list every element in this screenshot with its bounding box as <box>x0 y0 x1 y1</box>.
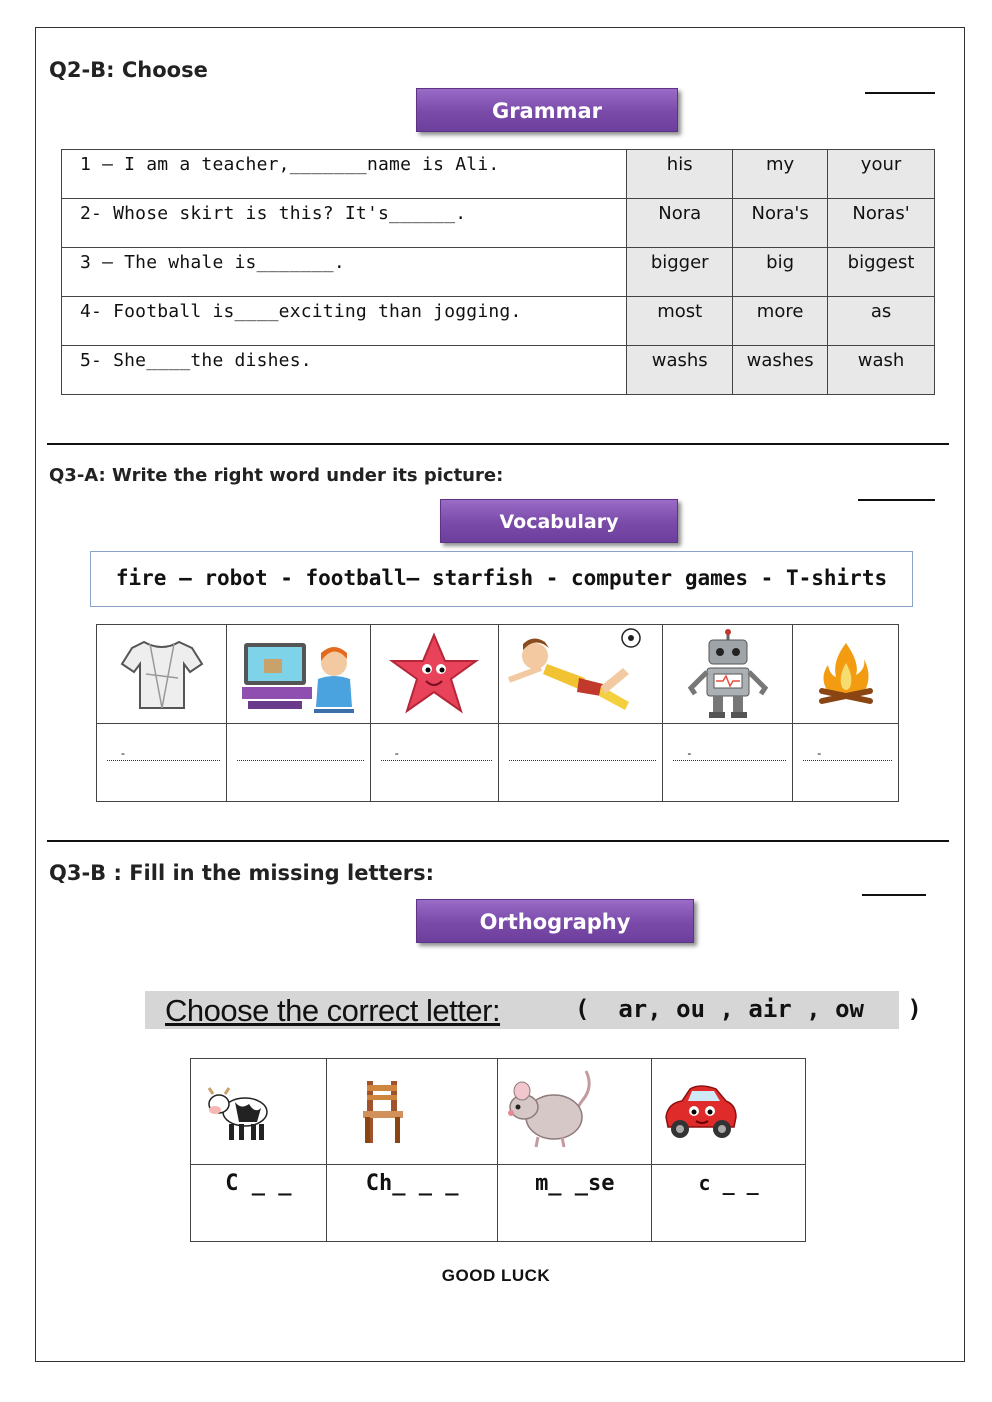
option[interactable]: wash <box>828 346 935 395</box>
dotted-line <box>803 760 892 761</box>
q2b-title: Q2-B: Choose <box>49 58 208 82</box>
table-row <box>62 297 935 346</box>
vocabulary-picture-table <box>96 624 899 802</box>
robot-icon <box>663 625 793 724</box>
grammar-table <box>61 149 935 395</box>
question: 4- Football is____exciting than jogging. <box>62 297 627 346</box>
missing-letters-word[interactable]: m_ _se <box>498 1165 652 1242</box>
option[interactable]: big <box>733 248 828 297</box>
computer-games-icon <box>226 625 370 724</box>
option[interactable]: your <box>828 150 935 199</box>
dotted-line <box>381 760 492 761</box>
football-icon <box>498 625 663 724</box>
option[interactable]: Nora's <box>733 199 828 248</box>
question: 2- Whose skirt is this? It's______. <box>62 199 627 248</box>
option[interactable]: most <box>627 297 733 346</box>
q3a-title: Q3-A: Write the right word under its picture: <box>49 465 504 486</box>
answer-blank[interactable] <box>226 724 370 802</box>
answer-prefix: - <box>817 746 822 760</box>
table-row <box>62 346 935 395</box>
option[interactable]: his <box>627 150 733 199</box>
section-divider <box>47 840 949 842</box>
answer-prefix: - <box>121 746 125 760</box>
answer-blank[interactable] <box>97 724 227 802</box>
word-bank: fire – robot - football– starfish - computer games - T-shirts <box>90 551 913 607</box>
option[interactable]: Noras' <box>828 199 935 248</box>
option[interactable]: Nora <box>627 199 733 248</box>
t-shirt-icon <box>97 625 227 724</box>
cow-icon <box>191 1059 327 1165</box>
fire-icon <box>793 625 899 724</box>
answer-blank[interactable] <box>793 724 899 802</box>
option[interactable]: washes <box>733 346 828 395</box>
q3b-title: Q3-B : Fill in the missing letters: <box>49 861 435 885</box>
missing-letters-word[interactable]: C _ _ <box>191 1165 327 1242</box>
answer-blank[interactable] <box>370 724 498 802</box>
dotted-line <box>107 760 220 761</box>
option[interactable]: more <box>733 297 828 346</box>
answer-blank[interactable] <box>498 724 663 802</box>
instruction-bar <box>145 991 922 1029</box>
dotted-line <box>673 760 786 761</box>
option[interactable]: my <box>733 150 828 199</box>
table-row <box>62 150 935 199</box>
question: 3 – The whale is_______. <box>62 248 627 297</box>
good-luck-footer: GOOD LUCK <box>441 1266 551 1285</box>
score-line <box>862 894 926 896</box>
option[interactable]: washs <box>627 346 733 395</box>
answer-prefix: - <box>394 746 399 760</box>
missing-letters-word[interactable]: c _ _ <box>652 1165 806 1242</box>
mouse-icon <box>498 1059 652 1165</box>
missing-letters-word[interactable]: Ch_ _ _ <box>326 1165 498 1242</box>
table-row <box>62 248 935 297</box>
chair-icon <box>326 1059 498 1165</box>
option[interactable]: as <box>828 297 935 346</box>
car-icon <box>652 1059 806 1165</box>
starfish-icon <box>370 625 498 724</box>
question: 5- She____the dishes. <box>62 346 627 395</box>
answer-prefix: - <box>687 746 692 760</box>
grammar-banner: Grammar <box>416 88 678 132</box>
option[interactable]: bigger <box>627 248 733 297</box>
section-divider <box>47 443 949 445</box>
score-line <box>865 92 935 94</box>
dotted-line <box>237 760 364 761</box>
score-line <box>858 499 935 501</box>
answer-blank[interactable] <box>663 724 793 802</box>
orthography-banner: Orthography <box>416 899 694 943</box>
table-row <box>62 199 935 248</box>
dotted-line <box>509 760 657 761</box>
vocabulary-banner: Vocabulary <box>440 499 678 543</box>
option[interactable]: biggest <box>828 248 935 297</box>
letter-choices: ( ar, ou , air , ow ) <box>575 995 922 1023</box>
instruction-text: Choose the correct letter: <box>165 993 501 1028</box>
orthography-table <box>190 1058 806 1242</box>
question: 1 – I am a teacher,_______name is Ali. <box>62 150 627 199</box>
